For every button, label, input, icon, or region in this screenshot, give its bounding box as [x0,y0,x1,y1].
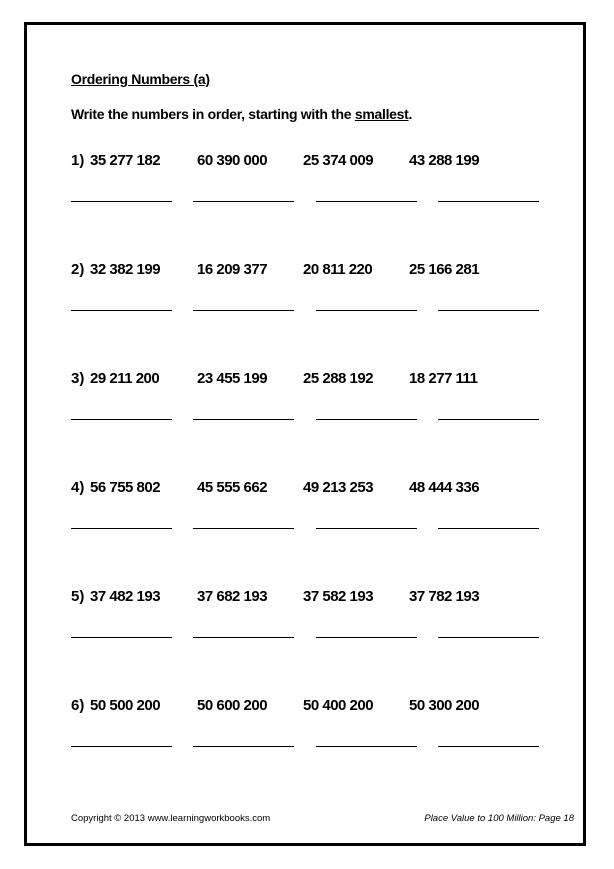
problem-number: 23 455 199 [197,370,268,387]
problem-number: 50 300 200 [409,697,480,714]
copyright-text: Copyright © 2013 www.learningworkbooks.com [71,813,271,824]
answer-line [316,637,417,638]
problem-number: 50 400 200 [303,697,374,714]
answer-line [438,201,539,202]
problem-number: 48 444 336 [409,479,480,496]
answer-line [438,528,539,529]
answer-line [316,746,417,747]
answer-line [193,637,294,638]
problem-number: 43 288 199 [409,152,480,169]
answer-line [193,746,294,747]
answer-line [193,528,294,529]
problem-number: 50 500 200 [90,697,161,714]
answer-line [316,419,417,420]
problem-label: 5) [71,588,85,605]
answer-line [71,419,172,420]
problem-number: 45 555 662 [197,479,268,496]
answer-line [316,201,417,202]
instruction-after: . [408,106,413,122]
answer-line [193,201,294,202]
instruction-text [71,106,412,122]
answer-line [71,310,172,311]
problem-number: 32 382 199 [90,261,161,278]
problem-3 [0,370,614,430]
problem-label: 6) [71,697,85,714]
problem-2 [0,261,614,321]
problem-4 [0,479,614,539]
problem-number: 25 166 281 [409,261,480,278]
problem-number: 25 374 009 [303,152,374,169]
problem-label: 2) [71,261,85,278]
problem-number: 37 582 193 [303,588,374,605]
problem-number: 35 277 182 [90,152,161,169]
answer-line [316,310,417,311]
answer-line [71,528,172,529]
instruction-emphasis: smallest [354,106,409,122]
problem-number: 20 811 220 [303,261,373,278]
problem-6 [0,697,614,757]
problem-number: 18 277 111 [409,370,478,387]
problem-number: 56 755 802 [90,479,161,496]
problem-label: 3) [71,370,85,387]
answer-line [438,746,539,747]
problem-number: 50 600 200 [197,697,268,714]
answer-line [438,419,539,420]
answer-line [71,746,172,747]
answer-line [193,419,294,420]
problem-number: 37 482 193 [90,588,161,605]
problem-number: 16 209 377 [197,261,268,278]
problem-label: 4) [71,479,85,496]
answer-line [438,310,539,311]
answer-line [438,637,539,638]
worksheet-title: Ordering Numbers (a) [71,71,210,87]
answer-line [71,637,172,638]
problem-1 [0,152,614,212]
problem-number: 49 213 253 [303,479,374,496]
answer-line [71,201,172,202]
page-info: Place Value to 100 Million: Page 18 [424,813,574,824]
problem-number: 25 288 192 [303,370,374,387]
instruction-before: Write the numbers in order, starting with the [71,106,355,122]
problem-number: 37 782 193 [409,588,480,605]
answer-line [193,310,294,311]
problem-number: 37 682 193 [197,588,268,605]
problem-label: 1) [71,152,85,169]
problem-number: 60 390 000 [197,152,268,169]
problem-5 [0,588,614,648]
problem-number: 29 211 200 [90,370,160,387]
answer-line [316,528,417,529]
